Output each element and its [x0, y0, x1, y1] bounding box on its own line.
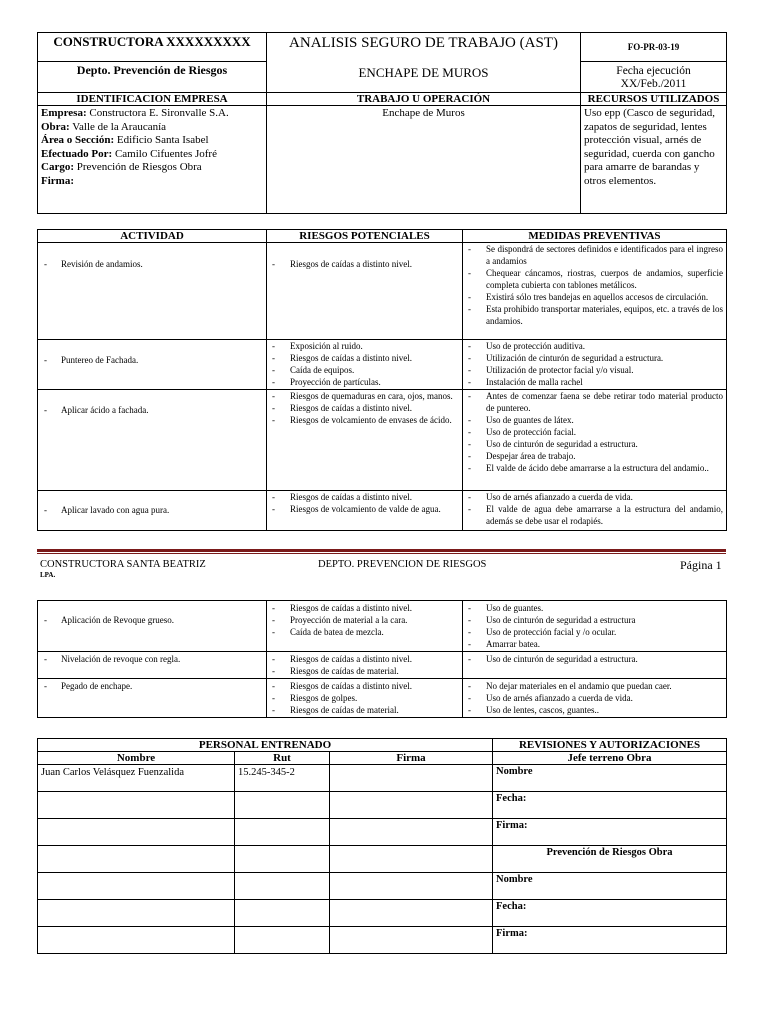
footer-page-number: Página 1 [680, 558, 722, 572]
date-cell [581, 62, 727, 93]
list-item: - Exposición al ruido. [270, 340, 459, 352]
col-operation-header: TRABAJO U OPERACIÓN [267, 93, 581, 106]
measures-cell [463, 601, 727, 652]
col-rut-header: Rut [235, 752, 330, 765]
resources-text: Uso epp (Casco de seguridad, zapatos de seguridad, lentes protección visual, arnés de seguridad, cuerda con gancho para amarre de barandas y otros elementos. [581, 106, 727, 214]
col-measures-header: MEDIDAS PREVENTIVAS [463, 230, 727, 243]
person-rut: 15.245-345-2 [235, 765, 330, 792]
list-item: - Uso de cinturón de seguridad a estructura. [466, 653, 723, 665]
company-name: CONSTRUCTORA XXXXXXXXX [38, 33, 267, 62]
list-item: - Antes de comenzar faena se debe retirar todo material producto de puntereo. [466, 390, 723, 414]
list-item: - Uso de arnés afianzado a cuerda de vida. [466, 491, 723, 503]
rev1-sign-label: Firma: [493, 819, 727, 846]
list-item: - Utilización de cinturón de seguridad a estructura. [466, 352, 723, 364]
footer-company-suffix: LPA. [40, 571, 56, 579]
list-item: - Uso de cinturón de seguridad a estructura. [466, 438, 723, 450]
rev2-sign-label: Firma: [493, 927, 727, 954]
risks-cell [267, 491, 463, 531]
person-rut [235, 900, 330, 927]
person-name [38, 846, 235, 873]
table-row [38, 900, 727, 927]
rev1-name-label: Nombre [493, 765, 727, 792]
list-item: - Riesgos de caídas a distinto nivel. [270, 402, 459, 414]
table-row [38, 846, 727, 873]
section-jefe-terreno: Jefe terreno Obra [493, 752, 727, 765]
person-sign [330, 819, 493, 846]
activity-cell [38, 390, 267, 491]
list-item: - Existirá sólo tres bandejas en aquellos accesos de circulación. [466, 291, 723, 303]
measures-cell [463, 652, 727, 679]
field-empresa: Empresa: Constructora E. Sironvalle S.A. [41, 107, 229, 119]
list-item: - Caída de equipos. [270, 364, 459, 376]
measures-cell [463, 340, 727, 390]
table-row [38, 765, 727, 792]
activity-cell [38, 679, 267, 718]
person-sign [330, 927, 493, 954]
risk-table [37, 229, 727, 531]
list-item: - Uso de protección facial y /o ocular. [466, 626, 723, 638]
list-item: - Riesgos de caídas a distinto nivel. [270, 680, 459, 692]
table-row [38, 792, 727, 819]
activity-text: - Revisión de andamios. [41, 258, 263, 270]
personnel-title: PERSONAL ENTRENADO [38, 739, 493, 752]
col-risks-header: RIESGOS POTENCIALES [267, 230, 463, 243]
table-row [38, 340, 727, 390]
person-sign [330, 900, 493, 927]
activity-cell [38, 652, 267, 679]
table-row [38, 390, 727, 491]
date-label: Fecha ejecución [616, 65, 691, 77]
person-rut [235, 792, 330, 819]
person-sign [330, 873, 493, 900]
list-item: - Riesgos de quemaduras en cara, ojos, manos. [270, 390, 459, 402]
list-item: - Uso de arnés afianzado a cuerda de vida. [466, 692, 723, 704]
document-subtitle: ENCHAPE DE MUROS [358, 65, 489, 80]
risks-cell [267, 390, 463, 491]
col-activity-header: ACTIVIDAD [38, 230, 267, 243]
list-item: - Riesgos de volcamiento de envases de ácido. [270, 414, 459, 426]
col-resources-header: RECURSOS UTILIZADOS [581, 93, 727, 106]
list-item: - Riesgos de caídas a distinto nivel. [270, 258, 459, 270]
person-rut [235, 927, 330, 954]
list-item: - Uso de lentes, cascos, guantes.. [466, 704, 723, 716]
header-table [37, 32, 727, 214]
list-item: - Despejar área de trabajo. [466, 450, 723, 462]
activity-text: - Aplicar lavado con agua pura. [41, 504, 263, 516]
footer-department: DEPTO. PREVENCION DE RIESGOS [318, 559, 487, 570]
list-item: - Riesgos de volcamiento de valde de agua. [270, 503, 459, 515]
table-row [38, 679, 727, 718]
risks-cell [267, 601, 463, 652]
list-item: - Proyección de partículas. [270, 376, 459, 388]
activity-cell [38, 340, 267, 390]
field-obra: Obra: Valle de la Araucanía [41, 120, 167, 133]
list-item: - Uso de cinturón de seguridad a estructura [466, 614, 723, 626]
risks-cell [267, 679, 463, 718]
risks-cell [267, 243, 463, 340]
date-value: XX/Feb./2011 [620, 78, 687, 90]
col-identification-header: IDENTIFICACION EMPRESA [38, 93, 267, 106]
measures-cell [463, 679, 727, 718]
person-name [38, 819, 235, 846]
rev1-date-label: Fecha: [493, 792, 727, 819]
list-item: - El valde de agua debe amarrarse a la estructura del andamio, además se debe usar el rodapiés. [466, 503, 723, 527]
person-rut [235, 819, 330, 846]
list-item: - Caída de batea de mezcla. [270, 626, 459, 638]
list-item: - Riesgos de golpes. [270, 692, 459, 704]
list-item: - Riesgos de caídas a distinto nivel. [270, 602, 459, 614]
table-row [38, 873, 727, 900]
person-rut [235, 873, 330, 900]
document-title: ANALISIS SEGURO DE TRABAJO (AST) [289, 35, 558, 51]
footer-company: CONSTRUCTORA SANTA BEATRIZ [40, 559, 206, 570]
field-efectuado: Efectuado Por: Camilo Cifuentes Jofré [41, 147, 217, 160]
measures-cell [463, 390, 727, 491]
col-name-header: Nombre [38, 752, 235, 765]
footer-rule [37, 549, 726, 552]
list-item: - Riesgos de caídas de material. [270, 665, 459, 677]
rev2-name-label: Nombre [493, 873, 727, 900]
activity-cell [38, 601, 267, 652]
operation-name: Enchape de Muros [267, 106, 581, 214]
company-fields [38, 106, 267, 214]
list-item: - Chequear cáncamos, riostras, cuerpos de andamios, superficie completa cubierta con tablones metálicos. [466, 267, 723, 291]
revisions-title: REVISIONES Y AUTORIZACIONES [493, 739, 727, 752]
field-cargo: Cargo: Prevención de Riesgos Obra [41, 161, 202, 173]
department-name: Depto. Prevención de Riesgos [38, 62, 267, 93]
title-cell [267, 33, 581, 93]
person-sign [330, 846, 493, 873]
person-name: Juan Carlos Velásquez Fuenzalida [38, 765, 235, 792]
field-firma: Firma: [41, 174, 74, 187]
footer-rule-thin [37, 553, 726, 554]
list-item: - Riesgos de caídas a distinto nivel. [270, 352, 459, 364]
activity-text: - Pegado de enchape. [41, 680, 263, 692]
list-item: - Proyección de material a la cara. [270, 614, 459, 626]
table-row [38, 652, 727, 679]
risk-table-continued [37, 600, 727, 718]
activity-text: - Aplicación de Revoque grueso. [41, 614, 263, 626]
measures-cell [463, 491, 727, 531]
person-sign [330, 765, 493, 792]
list-item: - Uso de protección facial. [466, 426, 723, 438]
list-item: - Uso de protección auditiva. [466, 340, 723, 352]
personnel-table [37, 738, 727, 954]
list-item: - Riesgos de caídas a distinto nivel. [270, 653, 459, 665]
list-item: - Riesgos de caídas de material. [270, 704, 459, 716]
list-item: - El valde de ácido debe amarrarse a la estructura del andamio.. [466, 462, 723, 474]
col-sign-header: Firma [330, 752, 493, 765]
list-item: - Uso de guantes. [466, 602, 723, 614]
activity-text: - Nivelación de revoque con regla. [41, 653, 263, 665]
risks-cell [267, 340, 463, 390]
rev2-date-label: Fecha: [493, 900, 727, 927]
list-item: - Utilización de protector facial y/o visual. [466, 364, 723, 376]
person-name [38, 927, 235, 954]
activity-cell [38, 243, 267, 340]
list-item: - Instalación de malla rachel [466, 376, 723, 388]
person-name [38, 792, 235, 819]
person-name [38, 873, 235, 900]
activity-text: - Puntereo de Fachada. [41, 354, 263, 366]
form-code: FO-PR-03-19 [581, 33, 727, 62]
table-row [38, 927, 727, 954]
person-rut [235, 846, 330, 873]
table-row [38, 491, 727, 531]
list-item: - Uso de guantes de látex. [466, 414, 723, 426]
risks-cell [267, 652, 463, 679]
person-sign [330, 792, 493, 819]
list-item: - Esta prohibido transportar materiales, equipos, etc. a través de los andamios. [466, 303, 723, 327]
table-row [38, 819, 727, 846]
table-row [38, 601, 727, 652]
measures-cell [463, 243, 727, 340]
list-item: - Riesgos de caídas a distinto nivel. [270, 491, 459, 503]
activity-cell [38, 491, 267, 531]
table-row [38, 243, 727, 340]
person-name [38, 900, 235, 927]
section-prevencion: Prevención de Riesgos Obra [493, 846, 727, 873]
activity-text: - Aplicar ácido a fachada. [41, 404, 263, 416]
field-area: Área o Sección: Edificio Santa Isabel [41, 134, 209, 146]
list-item: - Se dispondrá de sectores definidos e identificados para el ingreso a andamios [466, 243, 723, 267]
list-item: - No dejar materiales en el andamio que puedan caer. [466, 680, 723, 692]
list-item: - Amarrar batea. [466, 638, 723, 650]
